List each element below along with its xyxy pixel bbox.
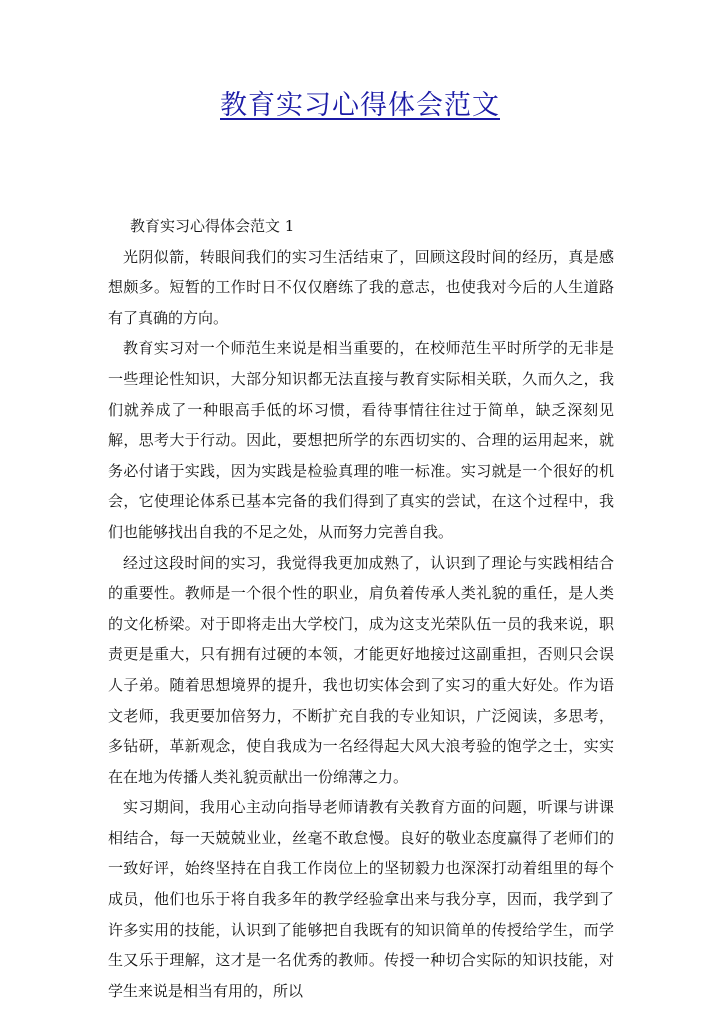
document-title: 教育实习心得体会范文	[220, 90, 500, 121]
paragraph-4: 实习期间，我用心主动向指导老师请教有关教育方面的问题，听课与讲课相结合，每一天兢兢业业，丝毫不敢怠慢。良好的敬业态度赢得了老师们的一致好评，始终坚持在自我工作岗位上的坚韧毅力也深深打动着组里的每个成员，他们也乐于将自我多年的教学经验拿出来与我分享，因而，我学到了许多实用的技能，认识到了能够把自我既有的知识简单的传授给学生，而学生又乐于理解，这才是一名优秀的教师。传授一种切合实际的知识技能，对学生来说是相当有用的，所以	[108, 798, 614, 1000]
paragraph-3: 经过这段时间的实习，我觉得我更加成熟了，认识到了理论与实践相结合的重要性。教师是一个很个性的职业，肩负着传承人类礼貌的重任，是人类的文化桥梁。对于即将走出大学校门，成为这支光荣队伍一员的我来说，职责更是重大，只有拥有过硬的本领，才能更好地接过这副重担，否则只会误人子弟。随着思想境界的提升，我也切实体会到了实习的重大好处。作为语文老师，我更要加倍努力，不断扩充自我的专业知识，广泛阅读，多思考，多钻研，革新观念，使自我成为一名经得起大风大浪考验的饱学之士，实实在在地为传播人类礼貌贡献出一份绵薄之力。	[108, 553, 614, 786]
paragraph-1: 光阴似箭，转眼间我们的实习生活结束了，回顾这段时间的经历，真是感想颇多。短暂的工作时日不仅仅磨练了我的意志，也使我对今后的人生道路有了真确的方向。	[108, 247, 614, 327]
document-body	[108, 211, 614, 1006]
paragraph-2: 教育实习对一个师范生来说是相当重要的，在校师范生平时所学的无非是一些理论性知识，大部分知识都无法直接与教育实际相关联，久而久之，我们就养成了一种眼高手低的坏习惯，看待事情往往过于简单，缺乏深刻见解，思考大于行动。因此，要想把所学的东西切实的、合理的运用起来，就务必付诸于实践，因为实践是检验真理的唯一标准。实习就是一个很好的机会，它使理论体系已基本完备的我们得到了真实的尝试，在这个过程中，我们也能够找出自我的不足之处，从而努力完善自我。	[108, 339, 614, 541]
section-heading: 教育实习心得体会范文 1	[130, 217, 295, 235]
